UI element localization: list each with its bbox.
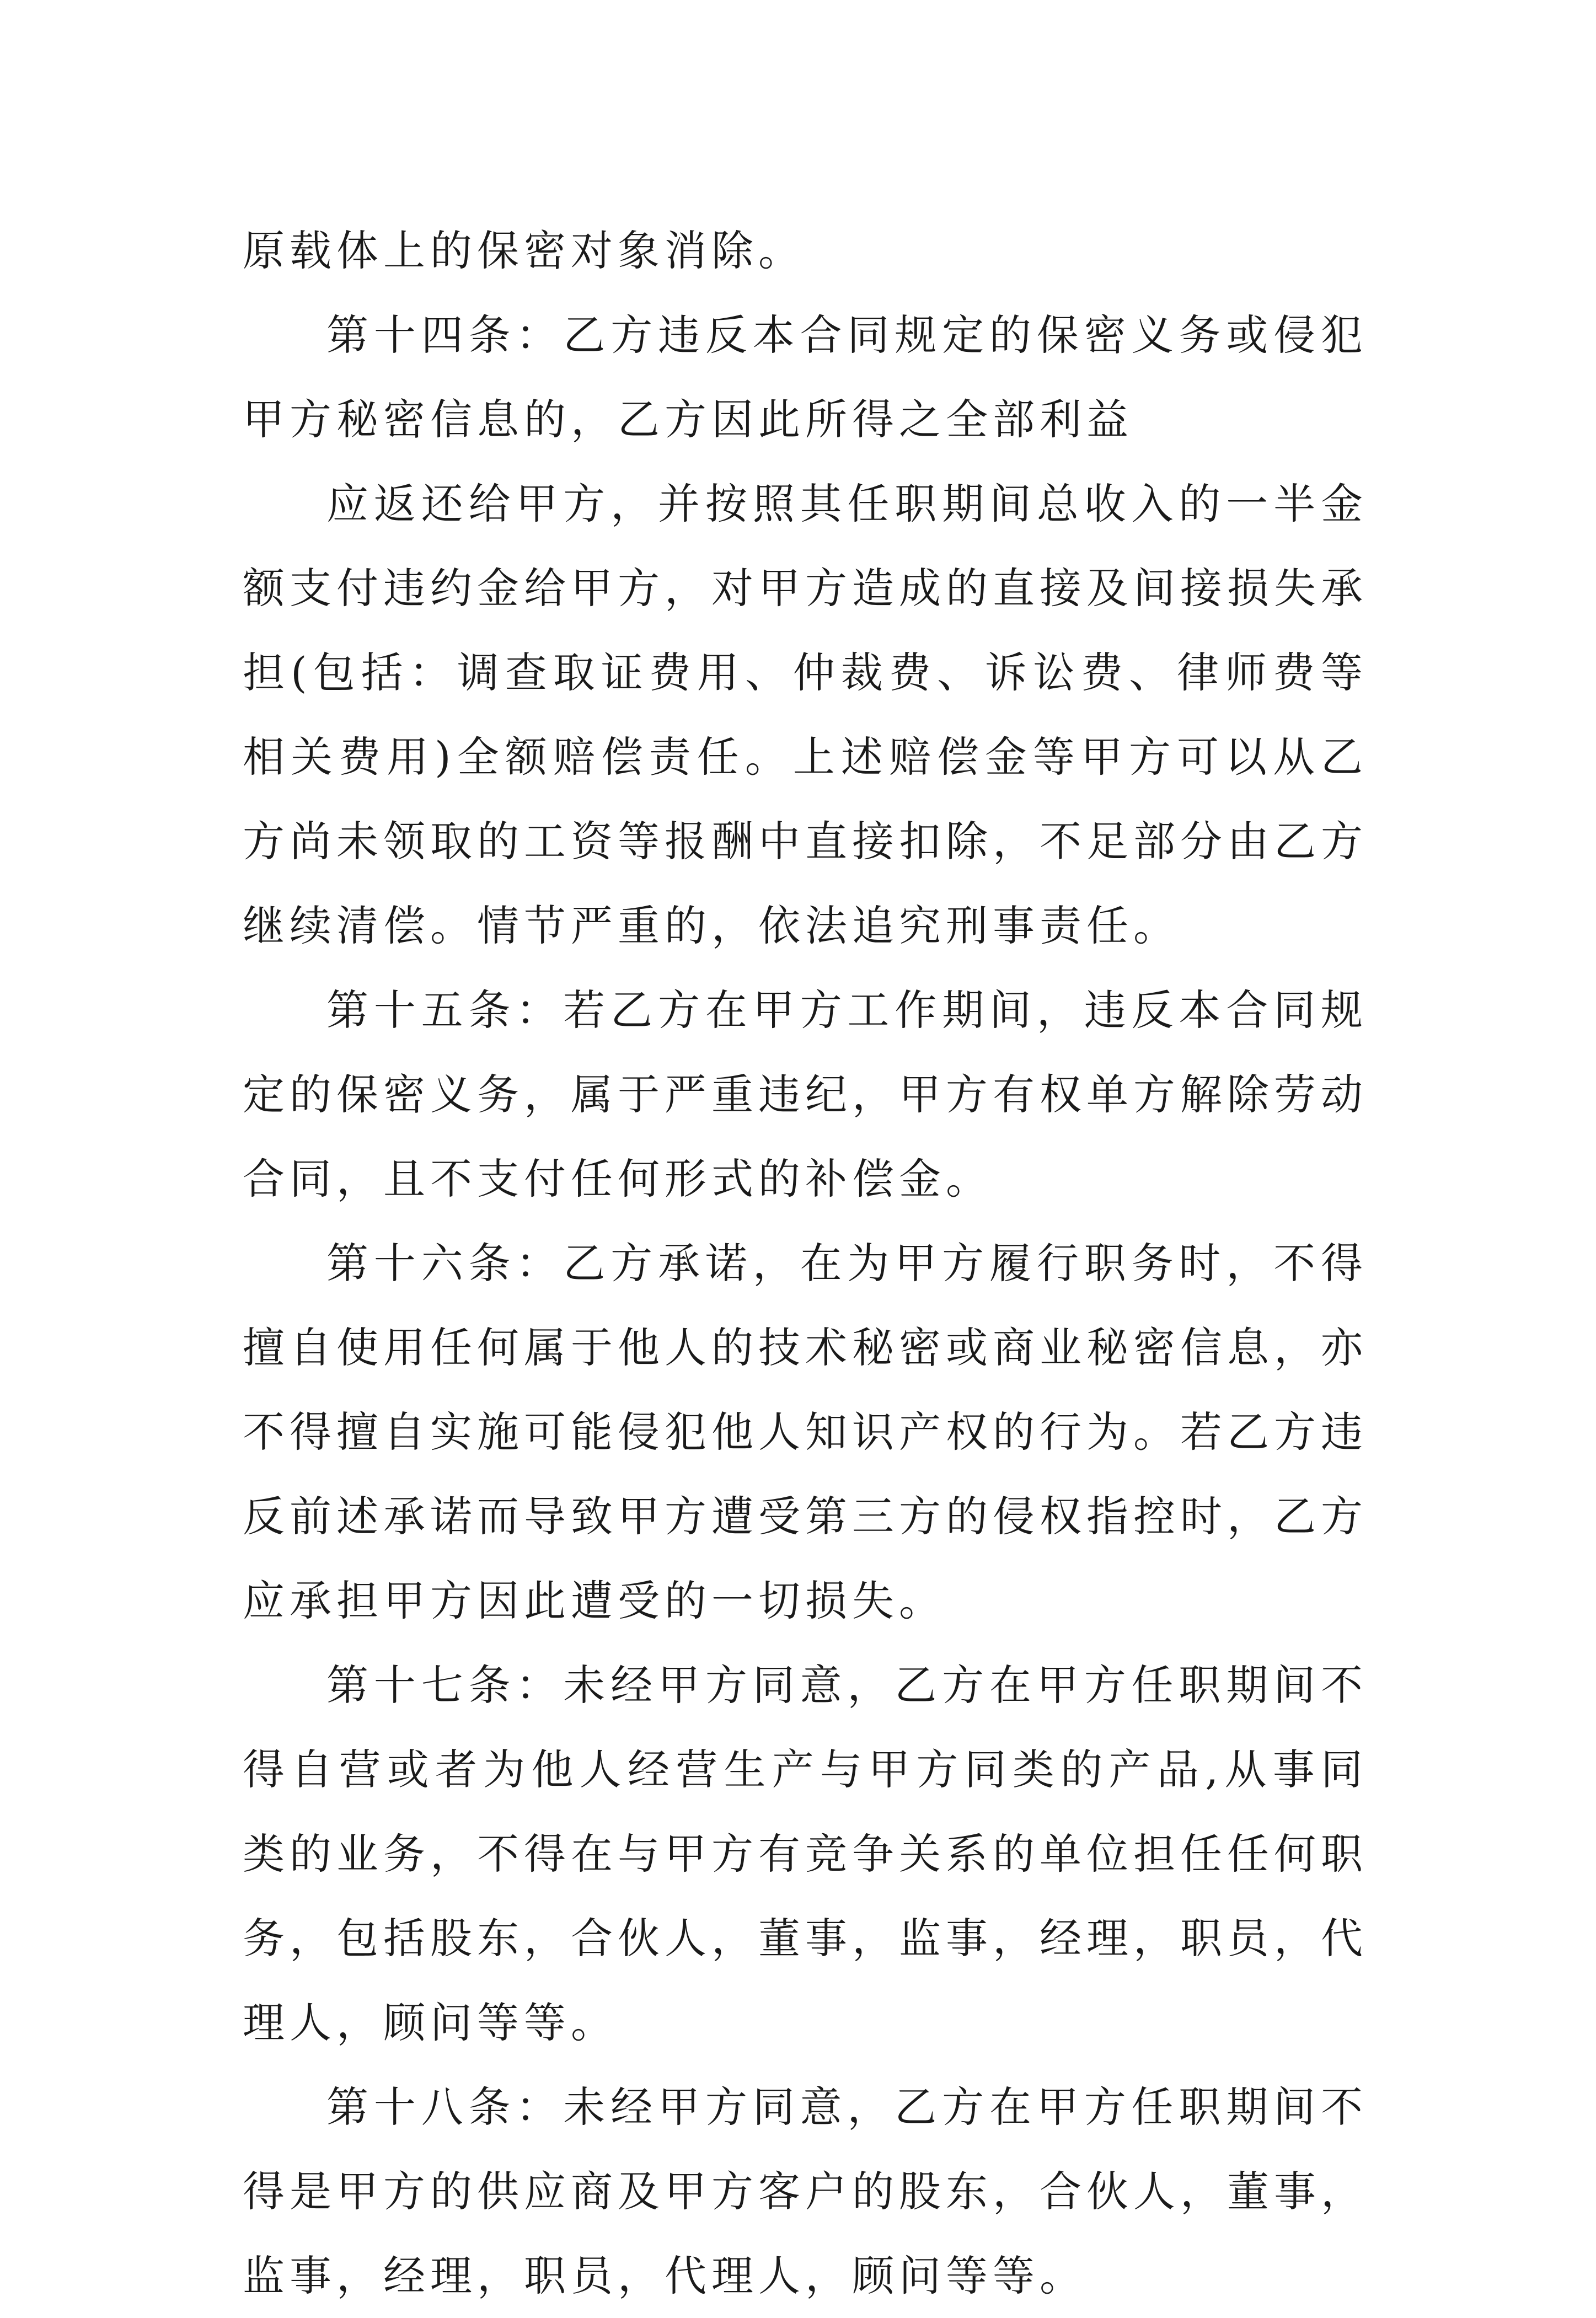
document-body — [243, 208, 1368, 2318]
paragraph-article-14-part-1: 第十四条：乙方违反本合同规定的保密义务或侵犯甲方秘密信息的，乙方因此所得之全部利益 — [243, 311, 1368, 444]
paragraph-article-14-part-2: 应返还给甲方，并按照其任职期间总收入的一半金额支付违约金给甲方，对甲方造成的直接及间接损失承担(包括：调查取证费用、仲裁费、诉讼费、律师费等相关费用)全额赔偿责任。上述赔偿金等甲方可以从乙方尚未领取的工资等报酬中直接扣除，不足部分由乙方继续清偿。情节严重的，依法追究刑事责任。 — [243, 479, 1368, 950]
paragraph-article-17: 第十七条：未经甲方同意，乙方在甲方任职期间不得自营或者为他人经营生产与甲方同类的产品,从事同类的业务，不得在与甲方有竞争关系的单位担任任何职务，包括股东，合伙人，董事，监事，经理，职员，代理人，顾问等等。 — [243, 1661, 1368, 2047]
paragraph-article-16: 第十六条：乙方承诺，在为甲方履行职务时，不得擅自使用任何属于他人的技术秘密或商业秘密信息，亦不得擅自实施可能侵犯他人知识产权的行为。若乙方违反前述承诺而导致甲方遭受第三方的侵权指控时，乙方应承担甲方因此遭受的一切损失。 — [243, 1239, 1368, 1625]
paragraph-continuation: 原载体上的保密对象消除。 — [243, 226, 805, 275]
paragraph-article-18: 第十八条：未经甲方同意，乙方在甲方任职期间不得是甲方的供应商及甲方客户的股东，合伙人，董事，监事，经理，职员，代理人，顾问等等。 — [243, 2083, 1368, 2300]
paragraph-article-15: 第十五条：若乙方在甲方工作期间，违反本合同规定的保密义务，属于严重违纪，甲方有权单方解除劳动合同，且不支付任何形式的补偿金。 — [243, 986, 1368, 1203]
